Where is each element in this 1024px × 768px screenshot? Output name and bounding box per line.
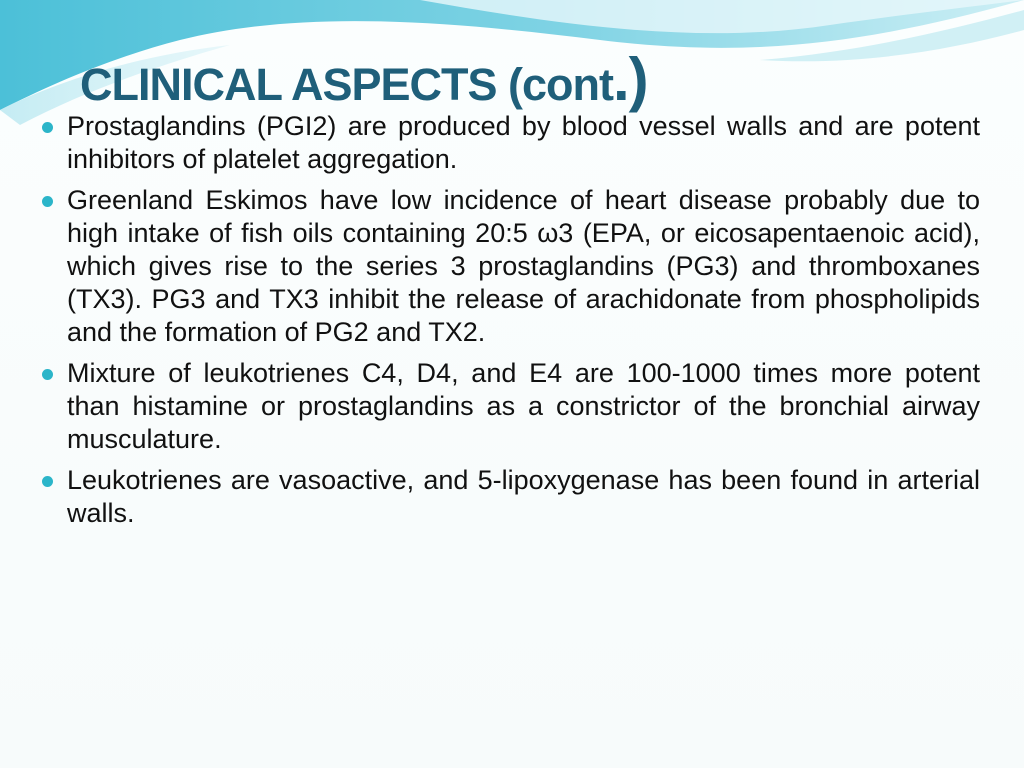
bullet-text: Greenland Eskimos have low incidence of heart disease probably due to high intake of fish oils containing 20:5 ω3 (EPA, or eicosapentaenoic acid), which gives rise to the series 3 prostaglandins (PG3) and thromboxanes (TX3). PG3 and TX3 inhibit the release of arachidonate from phospholipids and the formation of PG2 and TX2.	[67, 185, 980, 347]
bullet-item	[40, 184, 980, 349]
title-main: CLINICAL ASPECTS (cont	[80, 59, 614, 110]
bullet-item	[40, 464, 980, 530]
bullet-dot-icon	[42, 369, 53, 380]
bullet-text: Leukotrienes are vasoactive, and 5-lipoxygenase has been found in arterial walls.	[67, 465, 980, 528]
bullet-dot-icon	[42, 196, 53, 207]
slide-title	[80, 46, 648, 113]
bullet-item	[40, 357, 980, 456]
bullet-text: Mixture of leukotrienes C4, D4, and E4 are 100-1000 times more potent than histamine or prostaglandins as a constrictor of the bronchial airway musculature.	[67, 358, 980, 454]
bullet-item	[40, 110, 980, 176]
bullet-dot-icon	[42, 122, 53, 133]
title-tail: .)	[613, 46, 648, 113]
bullet-text: Prostaglandins (PGI2) are produced by blood vessel walls and are potent inhibitors of platelet aggregation.	[67, 111, 980, 174]
bullet-list	[40, 110, 980, 538]
bullet-dot-icon	[42, 476, 53, 487]
